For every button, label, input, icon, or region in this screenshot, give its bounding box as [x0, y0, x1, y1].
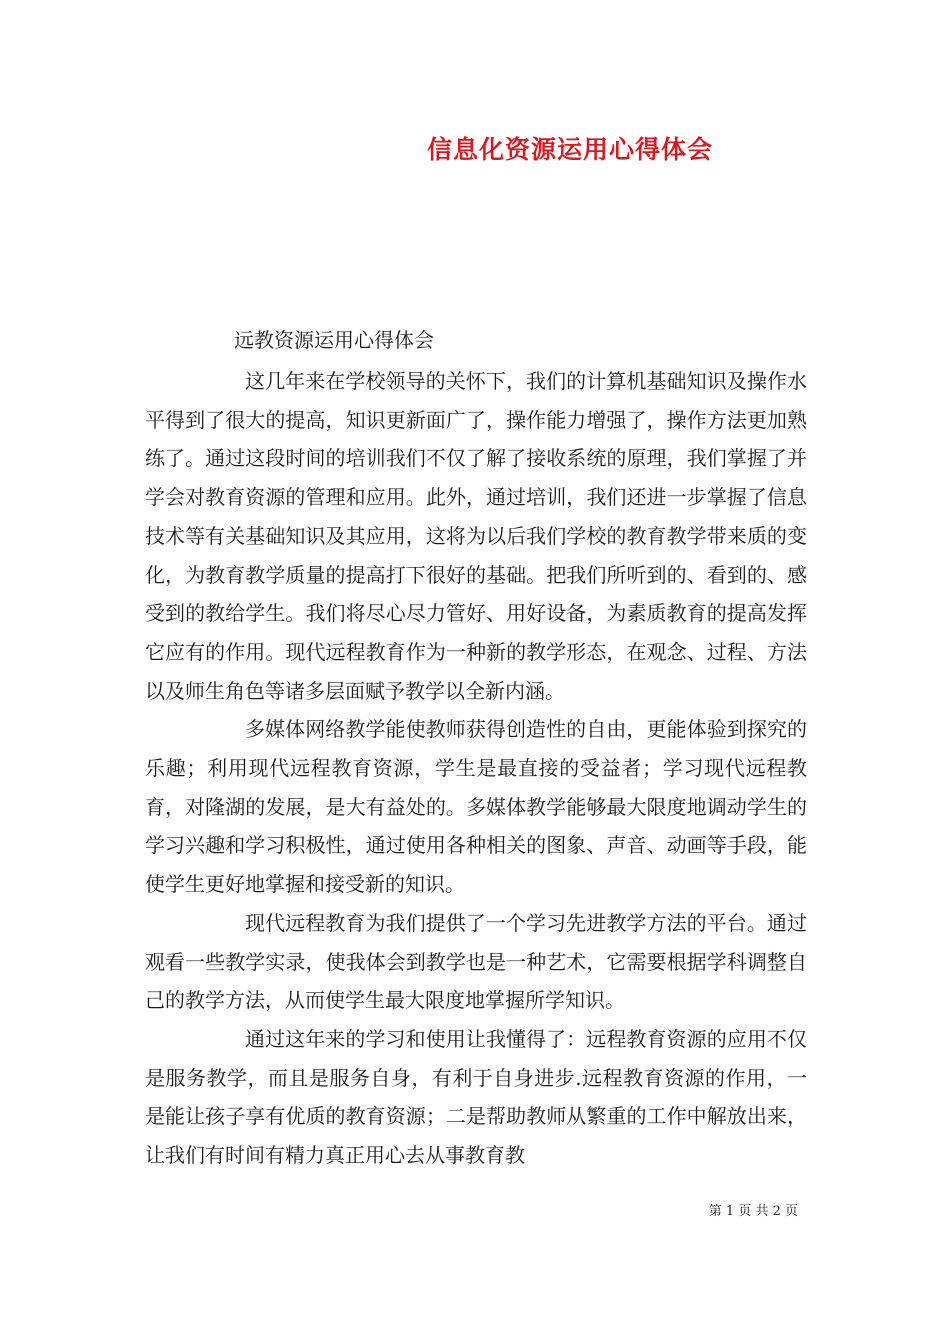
paragraph: 通过这年来的学习和使用让我懂得了：远程教育资源的应用不仅是服务教学，而且是服务自身，有利于自身进步.远程教育资源的作用，一是能让孩子享有优质的教育资源；二是帮助教师从繁重的工作中解放出来，让我们有时间有精力真正用心去从事教育教	[145, 1026, 807, 1168]
paragraph: 多媒体网络教学能使教师获得创造性的自由，更能体验到探究的乐趣；利用现代远程教育资源，学生是最直接的受益者；学习现代远程教育，对隆湖的发展，是大有益处的。多媒体教学能够最大限度地调动学生的学习兴趣和学习积极性，通过使用各种相关的图象、声音、动画等手段，能使学生更好地掌握和接受新的知识。	[145, 717, 807, 897]
paragraph: 现代远程教育为我们提供了一个学习先进教学方法的平台。通过观看一些教学实录，使我体会到教学也是一种艺术，它需要根据学科调整自己的教学方法，从而使学生最大限度地掌握所学知识。	[145, 910, 807, 1013]
page-number-footer: 第 1 页 共 2 页	[708, 1204, 798, 1219]
document-body	[145, 362, 807, 1175]
paragraph: 这几年来在学校领导的关怀下，我们的计算机基础知识及操作水平得到了很大的提高，知识更新面广了，操作能力增强了，操作方法更加熟练了。通过这段时间的培训我们不仅了解了接收系统的原理，我们掌握了并学会对教育资源的管理和应用。此外，通过培训，我们还进一步掌握了信息技术等有关基础知识及其应用，这将为以后我们学校的教育教学带来质的变化，为教育教学质量的提高打下很好的基础。把我们所听到的、看到的、感受到的教给学生。我们将尽心尽力管好、用好设备，为素质教育的提高发挥它应有的作用。现代远程教育作为一种新的教学形态，在观念、过程、方法以及师生角色等诸多层面赋予教学以全新内涵。	[145, 369, 807, 703]
document-subtitle: 远教资源运用心得体会	[234, 328, 434, 352]
document-title: 信息化资源运用心得体会	[426, 135, 713, 164]
